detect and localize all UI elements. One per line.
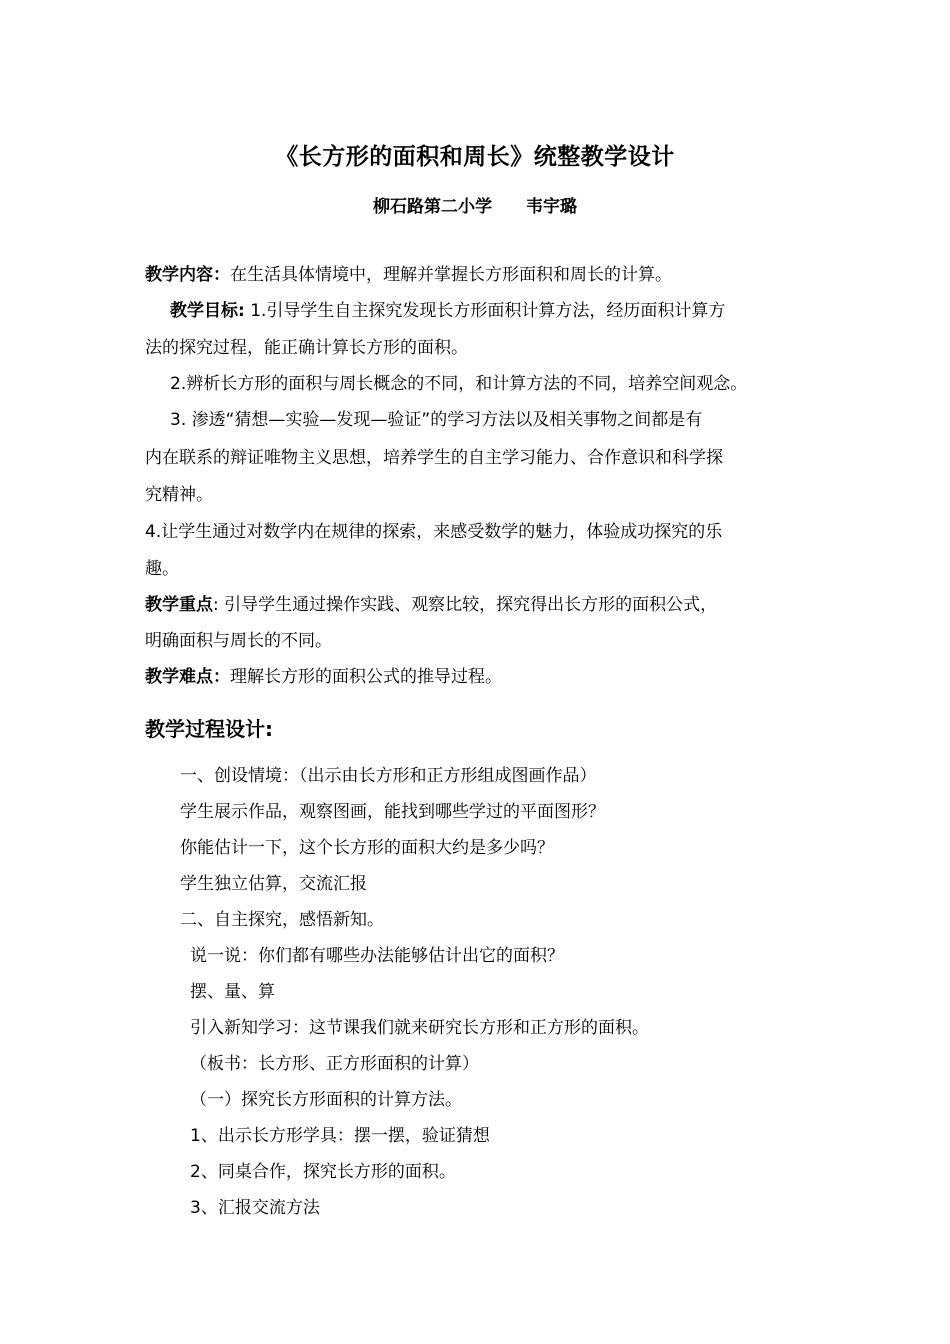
key-points-text-1: : 引导学生通过操作实践、观察比较，探究得出长方形的面积公式， (213, 595, 718, 615)
process-heading: 教学过程设计: (145, 717, 273, 741)
objective-line-4: 3. 渗透“猜想—实验—发现—验证”的学习方法以及相关事物之间都是有 (170, 410, 703, 430)
teaching-content (145, 263, 672, 287)
objective-line-3: 2.辨析长方形的面积与周长概念的不同，和计算方法的不同，培养空间观念。 (170, 374, 748, 394)
process-line: （一）探究长方形面积的计算方法。 (190, 1090, 462, 1110)
objective-line-1 (170, 299, 725, 323)
process-line: 1、出示长方形学具：摆一摆，验证猜想 (190, 1126, 490, 1146)
process-line: 3、汇报交流方法 (190, 1198, 320, 1218)
objective-line-6: 究精神。 (145, 485, 213, 505)
key-points-line-2: 明确面积与周长的不同。 (145, 631, 332, 651)
process-line: 摆、量、算 (190, 982, 275, 1002)
objective-text-1: 1.引导学生自主探究发现长方形面积计算方法，经历面积计算方 (244, 301, 726, 321)
process-line: 一、创设情境：（出示由长方形和正方形组成图画作品） (180, 766, 597, 786)
process-line: 2、同桌合作，探究长方形的面积。 (190, 1162, 456, 1182)
difficulties-line (145, 665, 502, 689)
teaching-content-text: 在生活具体情境中，理解并掌握长方形面积和周长的计算。 (230, 265, 672, 285)
objective-line-7: 4.让学生通过对数学内在规律的探索，来感受数学的魅力，体验成功探究的乐 (145, 522, 723, 542)
process-line: 说一说：你们都有哪些办法能够估计出它的面积？ (190, 946, 564, 966)
process-line: 二、自主探究，感悟新知。 (180, 910, 384, 930)
difficulties-text: 理解长方形的面积公式的推导过程。 (230, 667, 502, 687)
process-line: （板书：长方形、正方形面积的计算） (190, 1054, 479, 1074)
process-line: 引入新知学习：这节课我们就来研究长方形和正方形的面积。 (190, 1018, 649, 1038)
teaching-content-label: 教学内容： (145, 265, 230, 285)
key-points-label: 教学重点 (145, 595, 213, 615)
objective-line-8: 趣。 (145, 559, 179, 579)
author-line (0, 192, 950, 217)
document-title: 《长方形的面积和周长》统整教学设计 (275, 144, 675, 170)
process-line: 你能估计一下，这个长方形的面积大约是多少吗？ (180, 838, 554, 858)
objective-line-2: 法的探究过程，能正确计算长方形的面积。 (145, 338, 468, 358)
process-line: 学生展示作品，观察图画，能找到哪些学过的平面图形？ (180, 802, 605, 822)
objectives-label: 教学目标: (170, 301, 245, 321)
school-name: 柳石路第二小学 (373, 197, 493, 217)
objective-line-5: 内在联系的辩证唯物主义思想，培养学生的自主学习能力、合作意识和科学探 (145, 448, 723, 468)
process-line: 学生独立估算，交流汇报 (180, 874, 367, 894)
difficulties-label: 教学难点： (145, 667, 230, 687)
author-name: 韦宇璐 (525, 197, 577, 217)
key-points-line-1 (145, 593, 717, 617)
